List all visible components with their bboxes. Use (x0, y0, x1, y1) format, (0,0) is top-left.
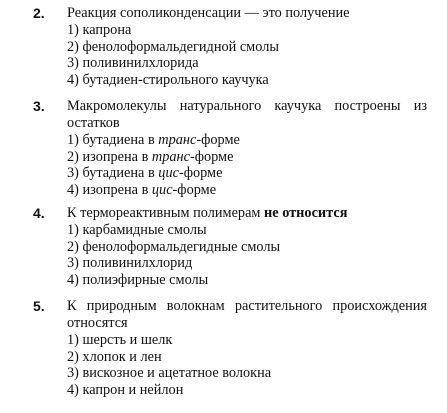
question-stem: К термореактивным полимерам не относится (67, 205, 348, 221)
question-stem: Реакция сополиконденсации — это получение (67, 5, 350, 21)
answer-option-2: 2) фенолоформальдегидные смолы (67, 238, 281, 255)
question-number: 5. (33, 298, 45, 314)
answer-option-1: 1) карбамидные смолы (67, 222, 207, 238)
answer-option-4: 4) полиэфирные смолы (67, 271, 209, 288)
answer-option-4: 4) изопрена в цис-форме (67, 181, 217, 198)
emphasis-not: не относится (264, 205, 348, 221)
answer-option-3: 3) вискозное и ацетатное волокна (67, 365, 272, 382)
question-stem: К природным волокнам растительного происхождения относятся (67, 298, 427, 331)
answer-option-1: 1) капрона (67, 22, 132, 38)
answer-option-2: 2) фенолоформальдегидной смолы (67, 38, 279, 55)
answer-option-1: 1) шерсть и шелк (67, 332, 173, 348)
answer-option-2: 2) изопрена в транс-форме (67, 148, 234, 165)
answer-option-2: 2) хлопок и лен (67, 348, 162, 365)
answer-option-3: 3) поливинилхлорид (67, 255, 193, 272)
answer-option-3: 3) бутадиена в цис-форме (67, 165, 223, 182)
answer-option-3: 3) поливинилхлорида (67, 55, 199, 72)
answer-option-4: 4) бутадиен-стирольного каучука (67, 71, 269, 88)
question-body (67, 298, 427, 398)
question-stem: Макромолекулы натурального каучука построены из остатков (67, 98, 427, 131)
question-number: 2. (33, 5, 45, 21)
question-body (67, 98, 427, 198)
question-body (67, 205, 427, 288)
answer-option-4: 4) капрон и нейлон (67, 381, 184, 398)
question-body (67, 5, 427, 88)
question-number: 3. (33, 98, 45, 114)
answer-option-1: 1) бутадиена в транс-форме (67, 132, 240, 148)
question-number: 4. (33, 205, 45, 221)
